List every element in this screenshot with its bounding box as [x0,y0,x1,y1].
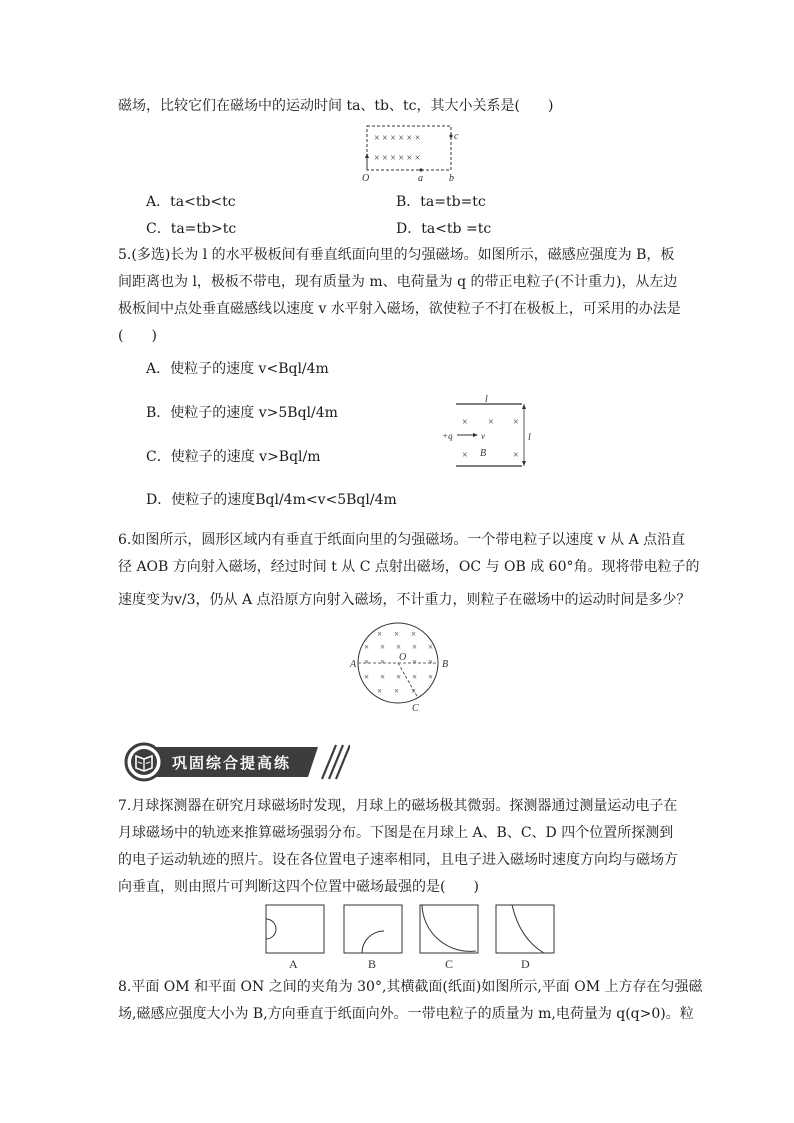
q5-field-crosses [462,417,519,461]
svg-text:×: × [394,686,400,696]
svg-text:×: × [377,686,383,696]
svg-text:× × × × × ×: × × × × × × [374,133,421,144]
q6-label-o: O [399,652,407,663]
q7-line-4: 向垂直，则由照片可判断这四个位置中磁场最强的是( ) [118,879,479,895]
q5-line-4: ( ) [118,328,157,344]
q4-option-b[interactable]: B．ta=tb=tc [396,194,486,210]
svg-text:×: × [411,629,417,639]
svg-text:×: × [364,642,370,652]
q4-label-c: c [454,131,459,142]
q7-photo-b[interactable] [344,905,402,971]
svg-text:×: × [394,629,400,639]
svg-text:×: × [462,450,468,461]
q5-option-a[interactable]: A．使粒子的速度 v<Bql/4m [146,361,329,377]
svg-text:×: × [396,642,402,652]
q7-line-2: 月球磁场中的轨迹来推算磁场强弱分布。下图是在月球上 A、B、C、D 四个位置所探测到 [118,825,674,841]
q4-option-a[interactable]: A．ta<tb<tc [146,194,236,210]
svg-text:×: × [380,672,386,682]
q7-line-1: 7.月球探测器在研究月球磁场时发现，月球上的磁场极其微弱。探测器通过测量运动电子在 [118,798,678,814]
q4-label-a: a [418,173,423,184]
q7-photo-label-d: D [521,957,530,971]
svg-text:×: × [428,657,434,667]
svg-text:×: × [513,417,519,428]
q4-option-c[interactable]: C．ta=tb>tc [146,221,237,237]
banner-stripes [322,745,350,779]
svg-text:×: × [513,450,519,461]
q4-field-crosses [374,133,420,164]
section-banner-title: 巩固综合提高练 [172,754,292,772]
svg-text:×: × [380,657,386,667]
q5-figure [440,392,540,472]
svg-text:×: × [428,672,434,682]
section-banner [122,740,350,784]
svg-text:×: × [462,417,468,428]
q7-photo-label-c: C [445,957,454,971]
svg-text:×: × [396,672,402,682]
svg-text:×: × [377,629,383,639]
q7-photo-d[interactable] [496,905,554,971]
q6-line-1: 6.如图所示，圆形区域内有垂直于纸面向里的匀强磁场。一个带电粒子以速度 v 从 A 点沿直 [118,532,686,548]
svg-text:×: × [412,642,418,652]
q6-label-c: C [412,703,419,712]
q6-figure [344,620,464,712]
q5-label-l-top: l [485,394,488,405]
svg-text:× × × × × ×: × × × × × × [374,153,421,164]
q4-option-d[interactable]: D．ta<tb =tc [396,221,492,237]
q7-photos [262,904,558,974]
q5-option-b[interactable]: B．使粒子的速度 v>5Bql/4m [146,405,338,421]
q4-label-b: b [449,173,454,184]
q5-label-v: v [481,431,485,441]
q5-option-d[interactable]: D．使粒子的速度Bql/4m<v<5Bql/4m [146,492,397,508]
q7-photo-a[interactable] [266,905,324,971]
q7-line-3: 的电子运动轨迹的照片。设在各位置电子速率相同，且电子进入磁场时速度方向均与磁场方 [118,852,678,868]
svg-text:×: × [412,672,418,682]
q4-figure [358,122,468,184]
q8-line-1: 8.平面 OM 和平面 ON 之间的夹角为 30°,其横截面(纸面)如图所示,平面 OM 上方存在匀强磁 [118,979,703,995]
q6-line-3: 速度变为v/3，仍从 A 点沿原方向射入磁场，不计重力，则粒子在磁场中的运动时间是多少？ [118,592,691,608]
svg-text:×: × [488,417,494,428]
svg-text:×: × [380,642,386,652]
svg-text:×: × [412,657,418,667]
q6-line-2: 径 AOB 方向射入磁场，经过时间 t 从 C 点射出磁场，OC 与 OB 成 60°角。现将带电粒子的 [118,559,700,575]
q6-label-b: B [442,659,449,670]
q8-line-2: 场,磁感应强度大小为 B,方向垂直于纸面向外。一带电粒子的质量为 m,电荷量为 q(q>0)。粒 [118,1006,694,1022]
q4-text: 磁场，比较它们在磁场中的运动时间 ta、tb、tc，其大小关系是( ) [118,98,554,114]
q7-photo-label-a: A [289,957,298,971]
q7-photo-c[interactable] [420,905,478,971]
q5-label-b: B [480,448,487,459]
q5-line-2: 间距离也为 l，极板不带电，现有质量为 m、电荷量为 q 的带正电粒子(不计重力)，从左边 [118,274,678,290]
svg-text:×: × [428,642,434,652]
q6-label-a: A [350,659,357,670]
q5-line-1: 5.(多选)长为 l 的水平极板间有垂直纸面向里的匀强磁场。如图所示，磁感应强度为 B，板 [118,247,675,263]
svg-text:×: × [411,686,417,696]
svg-text:×: × [364,672,370,682]
svg-text:×: × [364,657,370,667]
q4-label-o: O [362,173,370,184]
q5-option-c[interactable]: C．使粒子的速度 v>Bql/m [146,449,321,465]
q5-label-l-side: l [528,432,531,443]
q5-line-3: 极板间中点处垂直磁感线以速度 v 水平射入磁场，欲使粒子不打在极板上，可采用的办法是 [118,301,681,317]
q7-photo-label-b: B [368,957,377,971]
q5-label-q: +q [442,431,453,441]
